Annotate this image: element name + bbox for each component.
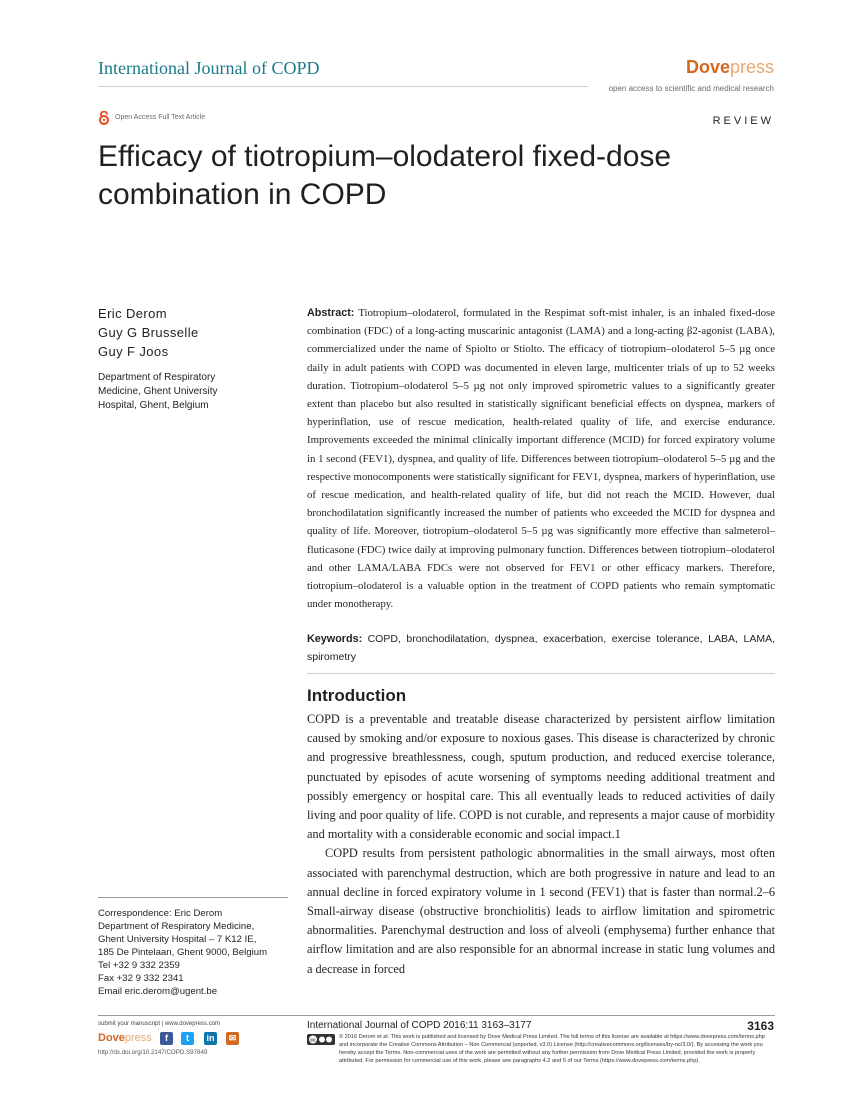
brand-part2: press — [729, 57, 774, 77]
introduction-body — [307, 710, 775, 979]
author-2: Guy G Brusselle — [98, 325, 199, 340]
open-access-icon — [98, 111, 110, 125]
intro-paragraph-2: COPD results from persistent pathologic abnormalities in the small airways, most often associated with parenchymal destruction, which are both progressive in nature and lead to an annual decline in forced expiratory volume in 1 second (FEV1) that is faster than normal.2–6 Small-airway disease (obstructive bronchiolitis) leads to airflow limitation and spirometric abnormalities. Parenchymal destruction and loss of alveoli (emphysema) further enhance that airflow limitation and are also responsible for an abnormal increase in static lung volumes and a decrease in forced — [307, 846, 775, 976]
corr-line: Correspondence: Eric Derom — [98, 908, 223, 919]
section-heading-introduction: Introduction — [307, 686, 407, 705]
doi-link[interactable]: http://dx.doi.org/10.2147/COPD.S97849 — [98, 1049, 208, 1056]
correspondence-rule — [98, 897, 288, 898]
keywords-text: COPD, bronchodilatation, dyspnea, exacerbation, exercise tolerance, LABA, LAMA, spirometry — [307, 633, 775, 664]
journal-citation: International Journal of COPD 2016:11 3163–3177 — [307, 1020, 532, 1031]
open-access-label: Open Access Full Text Article — [115, 114, 206, 121]
corr-line: Fax +32 9 332 2341 — [98, 973, 184, 984]
correspondence-block — [98, 907, 298, 998]
corr-line: 185 De Pintelaan, Ghent 9000, Belgium — [98, 947, 268, 958]
license-text: © 2016 Derom et al. This work is published and licensed by Dove Medical Press Limited. The full terms of this license are available at https://www.dovepress.com/terms.php and incorporate the Creative Commons Attribution – Non Commercial (unported, v3.0) License (http://creativecommons.org/licenses/by-nc/3.0/). By accessing the work you hereby accept the Terms. Non-commercial uses of the work are permitted without any further permission from Dove Medical Press Limited, provided the work is properly attributed. For permission for commercial use of this work, please see paragraphs 4.2 and 5 of our Terms (https://www.dovepress.com/terms.php). — [339, 1034, 765, 1065]
abstract-label: Abstract: — [307, 307, 355, 319]
journal-title: International Journal of COPD — [98, 58, 320, 78]
footer-brand-part1: Dove — [98, 1032, 125, 1044]
abstract — [307, 304, 775, 613]
keywords — [307, 630, 775, 666]
corr-line: Ghent University Hospital – 7 K12 IE, — [98, 934, 257, 945]
corr-line: Department of Respiratory Medicine, — [98, 921, 255, 932]
publisher-tagline: open access to scientific and medical research — [608, 84, 774, 93]
abstract-text: Tiotropium–olodaterol, formulated in the Respimat soft-mist inhaler, is an inhaled fixed-dose combination (FDC) of a long-acting muscarinic antagonist (LAMA) and a long-acting β2-agonist (LABA), commercialized under the name of Spiolto or Stiolto. The efficacy of tiotropium–olodaterol 5–5 µg once daily in adult patients with COPD was documented in eleven large, multicenter trials of up to 52 weeks duration. Tiotropium–olodaterol 5–5 µg not only improved spirometric values to a significantly greater extent than placebo but also resulted in statistically significant beneficial effects on dyspnea, markers of hyperinflation, use of rescue medication, health-related quality of life, and exercise endurance. Improvements exceeded the minimal clinically important difference (MCID) for forced expiratory volume in 1 second (FEV1), dyspnea, and quality of life. Differences between tiotropium–olodaterol 5–5 µg and the respective monocomponents were statistically significant for FEV1, dyspnea, markers of hyperinflation, use of rescue medication, and health-related quality of life, but did not reach the MCID. However, dual bronchodilatation significantly increased the number of patients who exceeded the MCID for dyspnea and quality of life. Moreover, tiotropium–olodaterol 5–5 µg was significantly more effective than salmeterol–fluticasone (FDC) twice daily at improving pulmonary function. Differences between tiotropium–olodaterol and other LAMA/LABA FDCs were not observed for FEV1 or other efficacy markers. Therefore, tiotropium–olodaterol is a valuable option in the treatment of COPD patients who remain symptomatic under monotherapy. — [307, 307, 775, 611]
submit-manuscript-link[interactable]: submit your manuscript | www.dovepress.com — [98, 1021, 220, 1027]
abstract-rule — [307, 673, 775, 674]
keywords-label: Keywords: — [307, 633, 363, 645]
author-affiliation: Department of Respiratory Medicine, Ghent University Hospital, Ghent, Belgium — [98, 372, 218, 411]
footer-brand-part2: press — [124, 1032, 152, 1044]
page-number: 3163 — [747, 1019, 774, 1033]
corr-line: Tel +32 9 332 2359 — [98, 960, 180, 971]
author-3: Guy F Joos — [98, 344, 169, 359]
footer-rule — [98, 1015, 775, 1016]
footer-publisher-logo — [98, 1032, 152, 1044]
publisher-logo — [686, 57, 774, 78]
article-title: Efficacy of tiotropium–olodaterol fixed-dose combination in COPD — [98, 140, 672, 211]
brand-part1: Dove — [685, 57, 730, 77]
intro-paragraph-1: COPD is a preventable and treatable disease characterized by persistent airflow limitation caused by smoking and/or exposure to noxious gases. This disease is characterized by chronic and progressive breathlessness, cough, sputum production, and reduced exercise tolerance, punctuated by episodes of acute worsening of symptoms needing additional treatment and possibly emergency or hospital care. This all eventually leads to reduced activities of daily living and poor quality of life. COPD is not curable, and represents a major cause of morbidity and mortality with a considerable economic and social impact.1 — [307, 712, 775, 842]
twitter-icon[interactable]: t — [181, 1032, 194, 1045]
corr-email[interactable]: Email eric.derom@ugent.be — [98, 986, 218, 997]
svg-text:cc: cc — [310, 1037, 316, 1044]
facebook-icon[interactable]: f — [160, 1032, 173, 1045]
creative-commons-icon — [307, 1034, 335, 1045]
author-1: Eric Derom — [98, 306, 168, 321]
linkedin-icon[interactable]: in — [204, 1032, 217, 1045]
header-rule — [98, 86, 588, 87]
article-type: REVIEW — [712, 115, 774, 127]
email-icon[interactable]: ✉ — [226, 1032, 239, 1045]
